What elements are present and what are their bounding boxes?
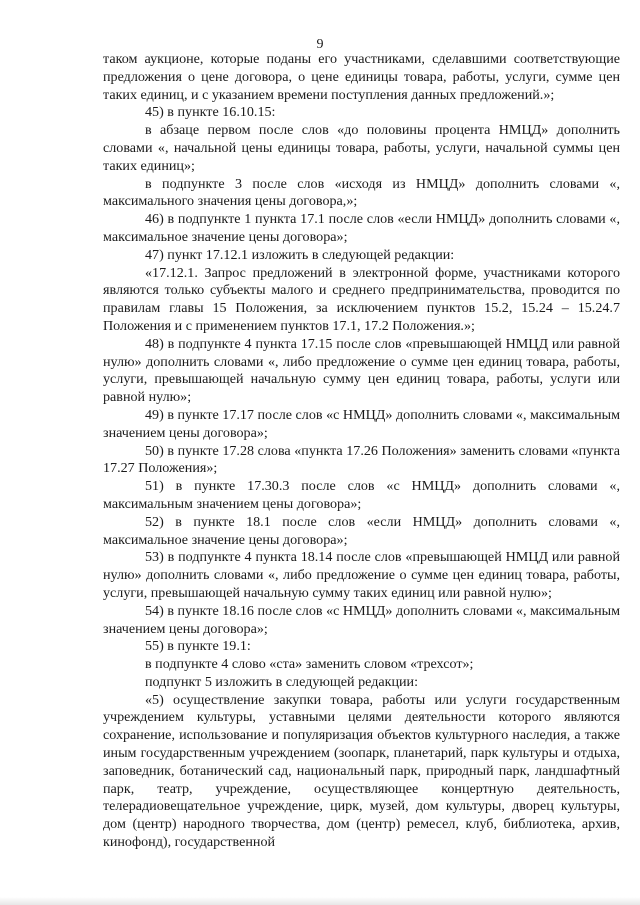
paragraph: 54) в пункте 18.16 после слов «с НМЦД» дополнить словами «, максимальным значением цены договора»;: [103, 602, 620, 637]
paragraph: 51) в пункте 17.30.3 после слов «с НМЦД» дополнить словами «, максимальным значением цены договора»;: [103, 478, 620, 512]
paragraph: 52) в пункте 18.1 после слов «если НМЦД» дополнить словами «, максимальное значение цены договора»;: [103, 513, 620, 548]
paragraph: 49) в пункте 17.17 после слов «с НМЦД» дополнить словами «, максимальным значением цены договора»;: [103, 406, 620, 441]
paragraph: «5) осуществление закупки товара, работы или услуги государственным учреждением культуры, уставными целями деятельности которого являются сохранение, использование и популяризация объектов культурного наследия, а также иным государственным учреждением (зоопарк, планетарий, парк культуры и отдыха, заповедник, ботанический сад, национальный парк, природный парк, ландшафтный парк, театр, учреждение, осуществляющее концертную деятельность, телерадиовещательное учреждение, цирк, музей, дом культуры, дворец культуры, дом (центр) народного творчества, дом (центр) ремесел, клуб, библиотека, архив, кинофонд), государственной: [103, 691, 620, 851]
paragraph: таком аукционе, которые поданы его участниками, сделавшими соответствующие предложения о цене договора, о цене единицы товара, работы, услуги, сумме цен таких единиц, и с указанием времени поступления данных предложений.»;: [103, 51, 620, 103]
paragraph: в абзаце первом после слов «до половины процента НМЦД» дополнить словами «, начальной цены единицы товара, работы, услуги, начальной суммы цен таких единиц»;: [103, 122, 620, 174]
paragraph: в подпункте 3 после слов «исходя из НМЦД» дополнить словами «, максимального значения цены договора,»;: [103, 175, 620, 210]
paragraph: 48) в подпункте 4 пункта 17.15 после слов «превышающей НМЦД или равной нулю» дополнить словами «, либо предложение о сумме цен единиц товара, работы, услуги, превышающей начальную сумму цен единиц товара, работы, услуги или равной нулю»;: [103, 335, 620, 406]
paragraph: 47) пункт 17.12.1 изложить в следующей редакции:: [145, 246, 455, 263]
paragraph: 53) в подпункте 4 пункта 18.14 после слов «превышающей НМЦД или равной нулю» дополнить словами «, либо предложение о сумме цен единиц товара, работы, услуги, превышающей начальную сумму таких единиц или равной нулю»;: [103, 549, 620, 601]
paragraph: 50) в пункте 17.28 слова «пункта 17.26 Положения» заменить словами «пункта 17.27 Положения»;: [103, 442, 620, 477]
scan-edge: [0, 897, 640, 905]
paragraph: 45) в пункте 16.10.15:: [145, 104, 276, 121]
paragraph: 46) в подпункте 1 пункта 17.1 после слов «если НМЦД» дополнить словами «, максимальное значение цены договора»;: [103, 211, 620, 245]
paragraph: 55) в пункте 19.1:: [145, 638, 251, 655]
paragraph: подпункт 5 изложить в следующей редакции:: [145, 673, 419, 690]
paragraph: «17.12.1. Запрос предложений в электронной форме, участниками которого являются только субъекты малого и среднего предпринимательства, проводится по правилам главы 15 Положения, за исключением пунктов 15.2, 15.24 – 15.24.7 Положения и с применением пунктов 17.1, 17.2 Положения.»;: [103, 264, 620, 334]
document-body: [103, 51, 620, 852]
paragraph: в подпункте 4 слово «ста» заменить словом «трехсот»;: [145, 656, 474, 673]
page-number: 9: [316, 37, 324, 52]
